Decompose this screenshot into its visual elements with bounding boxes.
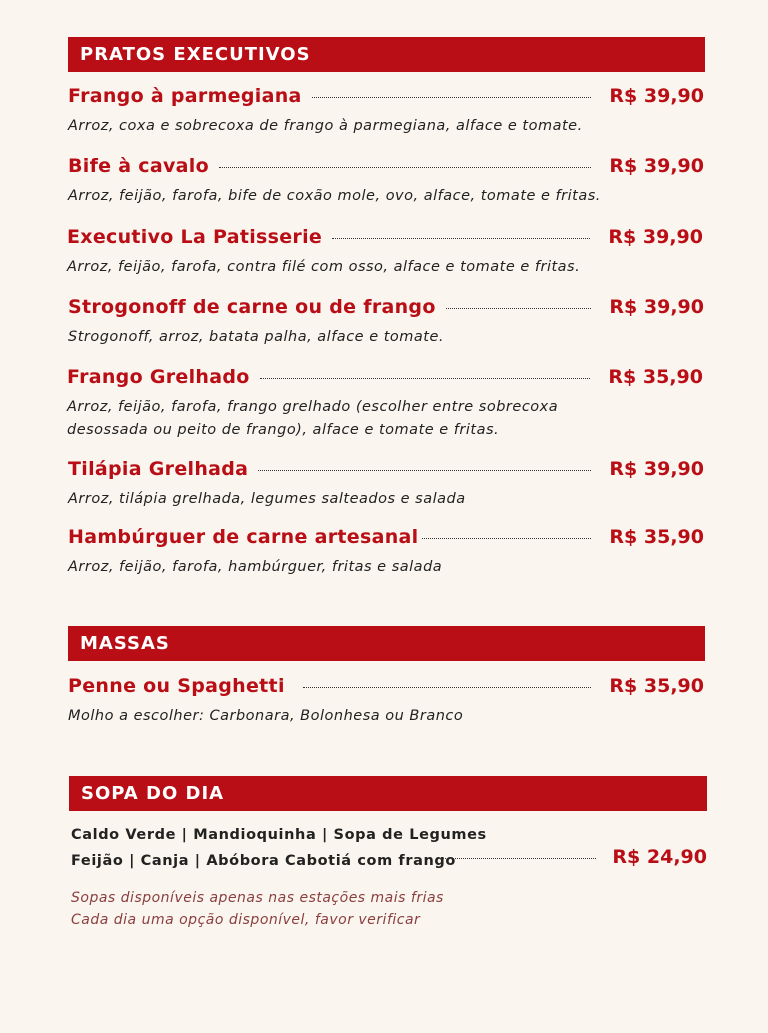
dot-leader (260, 377, 591, 379)
item-description: Molho a escolher: Carbonara, Bolonhesa ou Branco (68, 708, 464, 724)
item-price: R$ 39,90 (608, 226, 703, 248)
soup-options-line: Caldo Verde | Mandioquinha | Sopa de Legumes (71, 827, 487, 843)
item-description: Arroz, feijão, farofa, bife de coxão mole, ovo, alface, tomate e fritas. (68, 188, 601, 204)
item-price: R$ 35,90 (609, 675, 704, 697)
soup-price-row (440, 846, 707, 868)
menu-item (68, 85, 704, 138)
item-name: Hambúrguer de carne artesanal (68, 526, 419, 548)
item-price: R$ 35,90 (609, 526, 704, 548)
dot-leader (303, 686, 592, 688)
item-description: Arroz, tilápia grelhada, legumes salteados e salada (68, 491, 466, 507)
item-description: Arroz, coxa e sobrecoxa de frango à parmegiana, alface e tomate. (68, 118, 583, 134)
dot-leader (312, 96, 592, 98)
item-description: Arroz, feijão, farofa, contra filé com osso, alface e tomate e fritas. (67, 259, 581, 275)
item-name: Strogonoff de carne ou de frango (68, 296, 436, 318)
soup-note: Cada dia uma opção disponível, favor verificar (71, 912, 421, 928)
item-name: Executivo La Patisserie (67, 226, 323, 248)
item-name: Bife à cavalo (68, 155, 209, 177)
soup-options-line: Feijão | Canja | Abóbora Cabotiá com frango (71, 853, 456, 869)
dot-leader (422, 537, 591, 539)
dot-leader (446, 307, 592, 309)
menu-item (68, 675, 704, 728)
item-name: Frango à parmegiana (68, 85, 302, 107)
soup-notes (71, 887, 444, 931)
menu-item (67, 226, 703, 279)
section-header-massas: MASSAS (68, 626, 705, 661)
section-header-executivos: PRATOS EXECUTIVOS (68, 37, 705, 72)
item-name: Penne ou Spaghetti (68, 675, 285, 697)
item-description: Arroz, feijão, farofa, frango grelhado (escolher entre sobrecoxa desossada ou peito de frango), alface e tomate e fritas. (67, 399, 559, 438)
menu-item (68, 526, 704, 579)
item-price: R$ 39,90 (609, 458, 704, 480)
dot-leader (258, 469, 591, 471)
section-header-sopa: SOPA DO DIA (69, 776, 707, 811)
item-price: R$ 39,90 (609, 155, 704, 177)
soup-note: Sopas disponíveis apenas nas estações mais frias (71, 890, 444, 906)
item-description: Arroz, feijão, farofa, hambúrguer, fritas e salada (68, 559, 443, 575)
menu-item (68, 296, 704, 349)
menu-item (67, 366, 703, 442)
item-price: R$ 39,90 (609, 296, 704, 318)
item-description: Strogonoff, arroz, batata palha, alface e tomate. (68, 329, 445, 345)
soup-price: R$ 24,90 (612, 846, 707, 868)
dot-leader (332, 237, 590, 239)
menu-item (68, 458, 704, 511)
item-name: Frango Grelhado (67, 366, 250, 388)
item-name: Tilápia Grelhada (68, 458, 249, 480)
dot-leader (219, 166, 591, 168)
menu-item (68, 155, 704, 208)
soup-options (71, 822, 487, 874)
item-price: R$ 35,90 (608, 366, 703, 388)
item-price: R$ 39,90 (609, 85, 704, 107)
dot-leader (440, 857, 596, 859)
